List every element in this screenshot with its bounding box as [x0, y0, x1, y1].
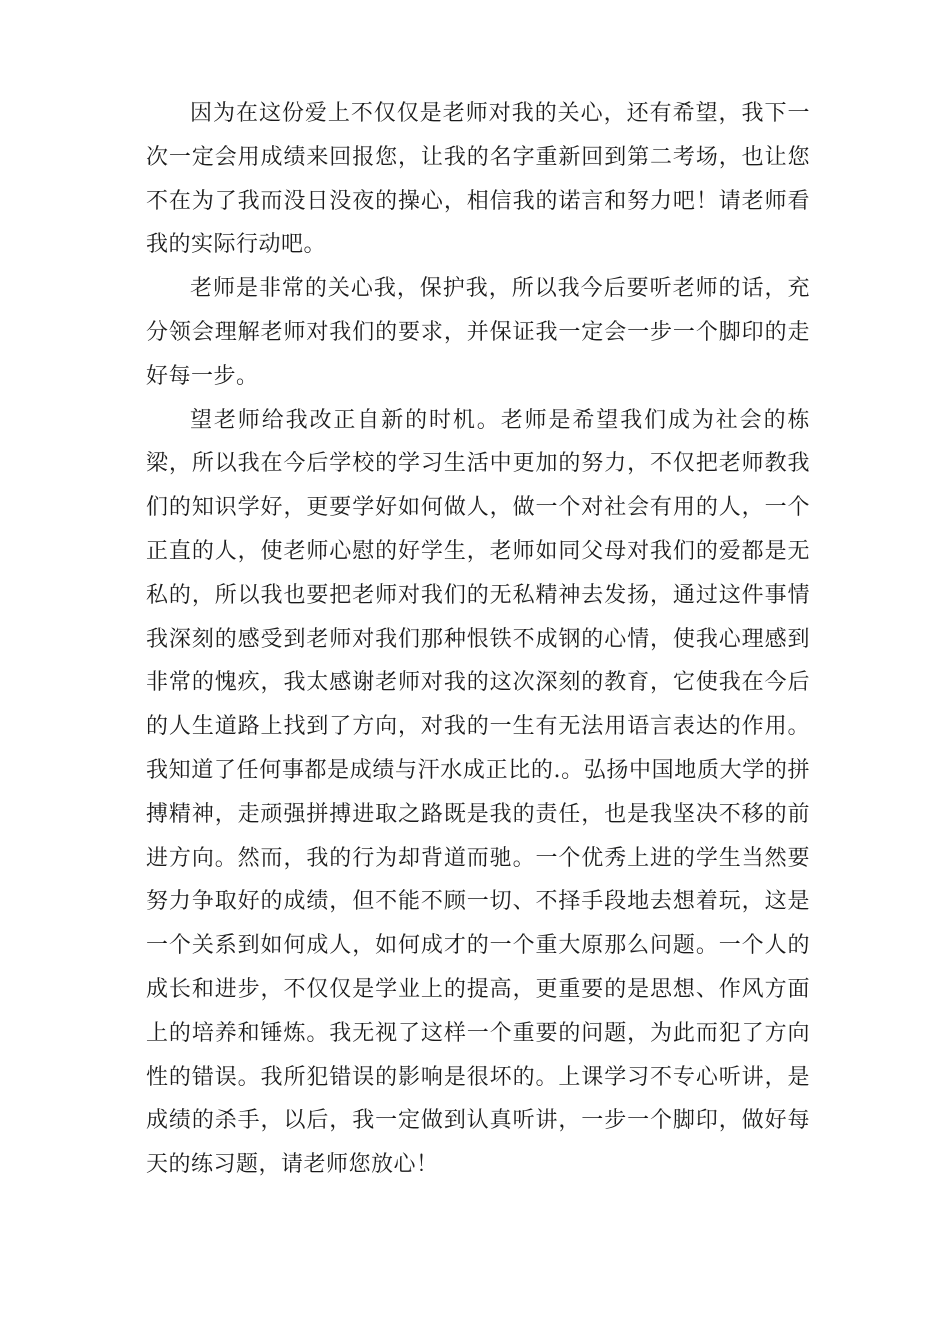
- paragraph-1: 因为在这份爱上不仅仅是老师对我的关心，还有希望，我下一次一定会用成绩来回报您，让我的名字重新回到第二考场，也让您不在为了我而没日没夜的操心，相信我的诺言和努力吧！请老师看我的实际行动吧。: [146, 101, 810, 258]
- document-body: [146, 92, 810, 1187]
- paragraph-2: 老师是非常的关心我，保护我，所以我今后要听老师的话，充分领会理解老师对我们的要求，并保证我一定会一步一个脚印的走好每一步。: [146, 276, 810, 389]
- paragraph-3: 望老师给我改正自新的时机。老师是希望我们成为社会的栋梁，所以我在今后学校的学习生活中更加的努力，不仅把老师教我们的知识学好，更要学好如何做人，做一个对社会有用的人，一个正直的人，使老师心慰的好学生，老师如同父母对我们的爱都是无私的，所以我也要把老师对我们的无私精神去发扬，通过这件事情我深刻的感受到老师对我们那种恨铁不成钢的心情，使我心理感到非常的愧疚，我太感谢老师对我的这次深刻的教育，它使我在今后的人生道路上找到了方向，对我的一生有无法用语言表达的作用。我知道了任何事都是成绩与汗水成正比的.。弘扬中国地质大学的拼搏精神，走顽强拼搏进取之路既是我的责任，也是我坚决不移的前进方向。然而，我的行为却背道而驰。一个优秀上进的学生当然要努力争取好的成绩，但不能不顾一切、不择手段地去想着玩，这是一个关系到如何成人，如何成才的一个重大原那么问题。一个人的成长和进步，不仅仅是学业上的提高，更重要的是思想、作风方面上的培养和锤炼。我无视了这样一个重要的问题，为此而犯了方向性的错误。我所犯错误的影响是很坏的。上课学习不专心听讲，是成绩的杀手，以后，我一定做到认真听讲，一步一个脚印，做好每天的练习题，请老师您放心！: [146, 407, 810, 1178]
